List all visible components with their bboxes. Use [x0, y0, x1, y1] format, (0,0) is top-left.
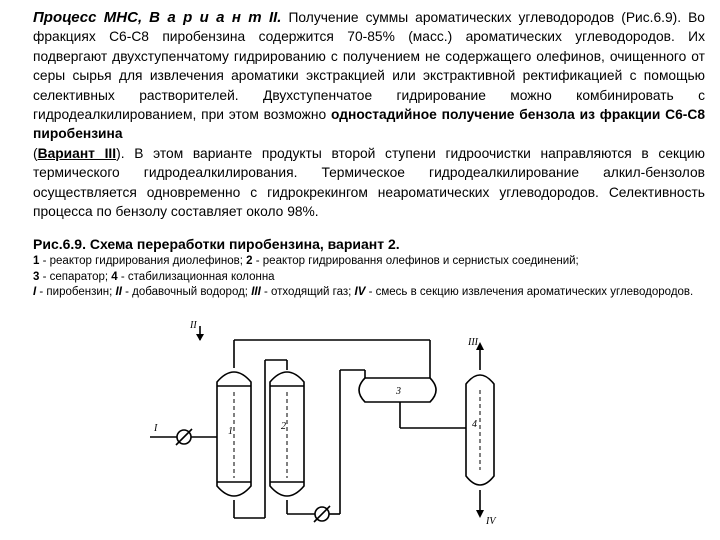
legend-text: - реактор гидрирования диолефинов;	[42, 255, 243, 267]
legend-units	[33, 254, 713, 285]
paren-close: ).	[116, 145, 125, 161]
legend-num: 2	[246, 255, 253, 267]
unit-2-label: 2	[281, 421, 286, 432]
legend-text: - сепаратор;	[42, 270, 109, 283]
stream-num: II	[115, 286, 122, 299]
stream-num: III	[251, 286, 261, 299]
intro-text: Получение суммы ароматических углеводородов (Рис.6.9). Во фракциях С6-С8 пиробензина содержится 70-85% (масс.) ароматических углеводородов. Их подвергают двухступенчатому гидрированию с получением не содержащего олефинов, очищенного от серы сырья для извлечения ароматики экстракцией или экстрактивной ректификацией с помощью селективных растворителей. Двухступенчатое гидрирование можно комбинировать с гидродеалкилированием, при этом возможно	[33, 10, 705, 123]
legend-text: - реактор гидрировання олефинов и сернистых соединений;	[255, 255, 579, 267]
unit-3-label: 3	[396, 386, 401, 397]
stream-IV-arrow	[476, 510, 484, 518]
stream-II-arrow	[196, 334, 204, 341]
process-title: Процесс МНС,	[33, 9, 143, 26]
process-flow-diagram	[150, 318, 530, 536]
variant-title: В а р и а н т II.	[149, 9, 282, 26]
rest-text: В этом варианте продукты второй ступени гидроочистки направляются в секцию термического гидродеалкилирования. Термическое гидродеалкилирование алкил-бензолов осуществляется одновременно с гидрокрекингом неароматических углеводородов. Селективность процесса по бензолу составляет около 98%.	[33, 145, 705, 220]
unit-1-label: 1	[228, 426, 233, 437]
paragraph	[33, 8, 705, 221]
figure-legend	[33, 254, 713, 301]
stream-II-label: II	[190, 320, 197, 331]
legend-text: - стабилизационная колонна	[120, 270, 275, 283]
legend-num: 4	[111, 270, 118, 283]
legend-streams	[33, 285, 713, 301]
main-text	[33, 8, 705, 221]
stream-IV-label: IV	[486, 516, 496, 527]
unit-4-label: 4	[472, 419, 477, 430]
figure-caption: Рис.6.9. Схема переработки пиробензина, вариант 2.	[33, 236, 400, 252]
stream-text: - пиробензин;	[39, 286, 113, 299]
stream-text: - отходящий газ;	[264, 286, 352, 299]
stream-num: IV	[354, 286, 366, 299]
paren-open: (	[33, 145, 38, 161]
stream-num: I	[33, 286, 37, 299]
bold-phrase: одностадийное получение бензола из фракции С6-С8 пиробензина	[33, 107, 705, 142]
variant-reference: Вариант III	[37, 145, 117, 161]
legend-num: 1	[33, 255, 40, 267]
stream-text: - смесь в секцию извлечения ароматических углеводородов.	[368, 286, 694, 299]
stream-text: - добавочный водород;	[125, 286, 248, 299]
stream-III-label: III	[468, 337, 478, 348]
legend-num: 3	[33, 270, 40, 283]
stream-I-label: I	[154, 423, 158, 434]
